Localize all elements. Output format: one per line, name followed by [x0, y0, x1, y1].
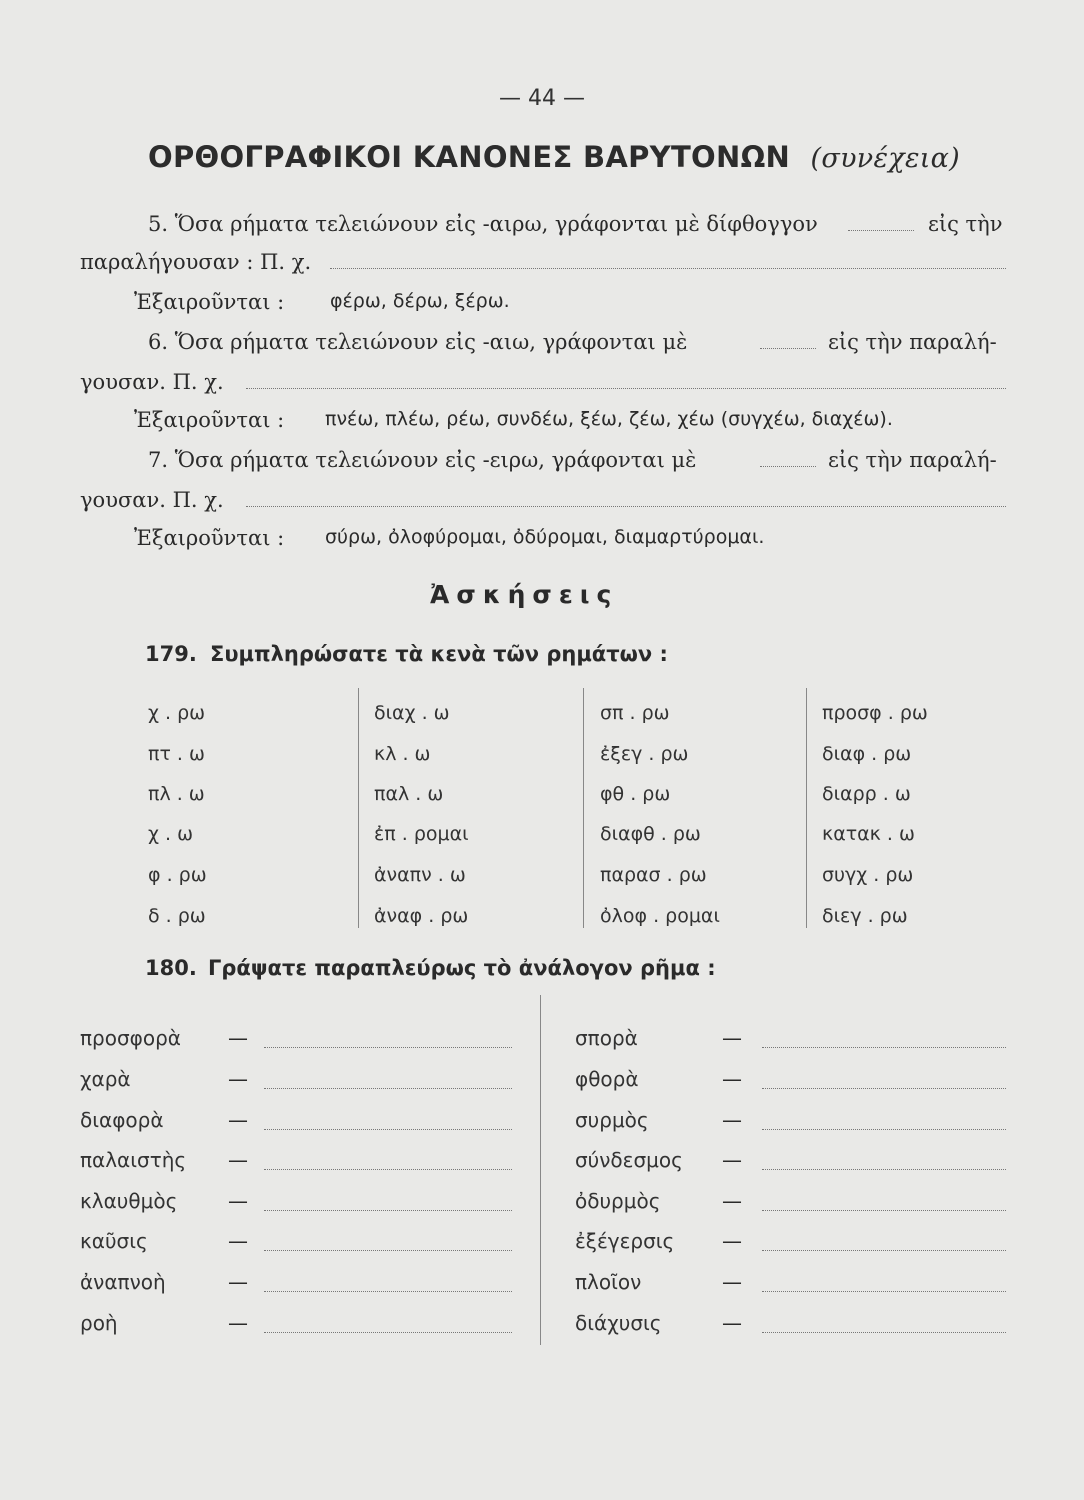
ex180-right-word: ὀδυρμὸς	[575, 1189, 661, 1213]
ex180-left-blank	[264, 1210, 512, 1211]
ex180-right-blank	[762, 1332, 1006, 1333]
exercises-heading: Ἀσκήσεις	[430, 580, 619, 609]
title-main: ΟΡΘΟΓΡΑΦΙΚΟΙ ΚΑΝΟΝΕΣ ΒΑΡΥΤΟΝΩΝ	[148, 140, 791, 174]
ex180-left-blank	[264, 1291, 512, 1292]
rule-5-line-1-end: εἰς τὴν	[928, 212, 1003, 236]
ex180-left-word: καῦσις	[80, 1229, 148, 1253]
rule-5-line-1: 5. Ὅσα ρήματα τελειώνουν εἰς -αιρω, γράφονται μὲ δίφθογγον	[148, 212, 818, 236]
rule-7-line-1: 7. Ὅσα ρήματα τελειώνουν εἰς -ειρω, γράφονται μὲ	[148, 448, 697, 472]
ex180-dash: —	[228, 1026, 248, 1050]
ex180-dash: —	[228, 1311, 248, 1335]
ex179-cell: χ . ω	[148, 823, 194, 845]
ex179-cell: χ . ρω	[148, 702, 206, 724]
ex180-right-word: διάχυσις	[575, 1311, 662, 1335]
ex179-cell: ἀναφ . ρω	[374, 905, 469, 927]
rule-6-line-1-end: εἰς τὴν παραλή-	[828, 330, 997, 354]
rule-7-exceptions: σύρω, ὀλοφύρομαι, ὀδύρομαι, διαμαρτύρομαι.	[325, 526, 765, 548]
ex180-right-word: συρμὸς	[575, 1108, 649, 1132]
ex180-dash: —	[228, 1270, 248, 1294]
ex180-left-word: κλαυθμὸς	[80, 1189, 178, 1213]
ex180-left-word: προσφορὰ	[80, 1026, 181, 1050]
rule-6-exceptions: πνέω, πλέω, ρέω, συνδέω, ξέω, ζέω, χέω (συγχέω, διαχέω).	[325, 408, 893, 430]
ex179-cell: προσφ . ρω	[822, 702, 928, 724]
ex180-dash: —	[722, 1311, 742, 1335]
ex179-cell: ὀλοφ . ρομαι	[600, 905, 720, 927]
rule-5-blank-1	[848, 230, 914, 231]
ex180-left-blank	[264, 1088, 512, 1089]
rule-6-line-2: γουσαν. Π. χ.	[80, 370, 224, 394]
ex180-right-word: ἐξέγερσις	[575, 1229, 675, 1253]
ex180-dash: —	[722, 1229, 742, 1253]
exercise-179-instruction: Συμπληρώσατε τὰ κενὰ τῶν ρημάτων :	[210, 642, 668, 666]
ex179-cell: διαρρ . ω	[822, 783, 911, 805]
ex180-dash: —	[228, 1148, 248, 1172]
ex179-cell: ἀναπν . ω	[374, 864, 466, 886]
ex180-left-blank	[264, 1169, 512, 1170]
title-suffix: (συνέχεια)	[810, 143, 960, 174]
rule-5-blank-2	[330, 268, 1006, 269]
ex180-left-blank	[264, 1129, 512, 1130]
page-title	[148, 140, 960, 174]
rule-6-blank-2	[246, 388, 1006, 389]
ex179-cell: φ . ρω	[148, 864, 207, 886]
ex180-right-blank	[762, 1088, 1006, 1089]
ex179-divider-1	[358, 688, 359, 928]
exercise-180-number: 180.	[145, 956, 197, 980]
exercise-180-instruction: Γράψατε παραπλεύρως τὸ ἀνάλογον ρῆμα :	[208, 956, 716, 980]
ex180-dash: —	[228, 1108, 248, 1132]
ex179-divider-3	[806, 688, 807, 928]
ex179-cell: ἐπ . ρομαι	[374, 823, 469, 845]
ex180-right-word: σύνδεσμος	[575, 1148, 683, 1172]
rule-7-exceptions-label: Ἐξαιροῦνται :	[134, 526, 285, 550]
ex180-right-blank	[762, 1210, 1006, 1211]
ex179-cell: παλ . ω	[374, 783, 444, 805]
ex179-cell: κατακ . ω	[822, 823, 915, 845]
ex180-dash: —	[228, 1189, 248, 1213]
ex179-cell: παρασ . ρω	[600, 864, 707, 886]
rule-7-line-1-end: εἰς τὴν παραλή-	[828, 448, 997, 472]
ex179-cell: διαχ . ω	[374, 702, 450, 724]
rule-6-blank-1	[760, 348, 816, 349]
ex180-dash: —	[722, 1108, 742, 1132]
ex180-dash: —	[722, 1270, 742, 1294]
ex180-dash: —	[722, 1067, 742, 1091]
ex180-divider	[540, 995, 541, 1345]
rule-5-line-2: παραλήγουσαν : Π. χ.	[80, 250, 312, 274]
ex179-cell: συγχ . ρω	[822, 864, 914, 886]
ex179-cell: διαφθ . ρω	[600, 823, 701, 845]
rule-7-line-2: γουσαν. Π. χ.	[80, 488, 224, 512]
ex180-right-blank	[762, 1250, 1006, 1251]
ex180-dash: —	[228, 1067, 248, 1091]
ex179-cell: διαφ . ρω	[822, 743, 912, 765]
rule-7-blank-2	[246, 506, 1006, 507]
ex180-dash: —	[722, 1026, 742, 1050]
rule-5-exceptions-label: Ἐξαιροῦνται :	[134, 290, 285, 314]
ex180-left-blank	[264, 1047, 512, 1048]
rule-6-exceptions-label: Ἐξαιροῦνται :	[134, 408, 285, 432]
ex180-right-blank	[762, 1129, 1006, 1130]
ex180-right-blank	[762, 1047, 1006, 1048]
ex180-right-word: φθορὰ	[575, 1067, 639, 1091]
rule-6-line-1: 6. Ὅσα ρήματα τελειώνουν εἰς -αιω, γράφονται μὲ	[148, 330, 688, 354]
rule-7-blank-1	[760, 466, 816, 467]
ex179-cell: πλ . ω	[148, 783, 205, 805]
exercise-179-number: 179.	[145, 642, 197, 666]
ex179-divider-2	[583, 688, 584, 928]
ex180-right-blank	[762, 1291, 1006, 1292]
ex180-dash: —	[722, 1148, 742, 1172]
page-number: — 44 —	[499, 86, 585, 111]
ex180-dash: —	[228, 1229, 248, 1253]
ex179-cell: σπ . ρω	[600, 702, 670, 724]
ex180-left-word: παλαιστὴς	[80, 1148, 187, 1172]
ex180-left-word: διαφορὰ	[80, 1108, 164, 1132]
ex180-left-word: χαρὰ	[80, 1067, 131, 1091]
ex179-cell: διεγ . ρω	[822, 905, 908, 927]
ex180-left-blank	[264, 1250, 512, 1251]
ex180-right-blank	[762, 1169, 1006, 1170]
ex179-cell: πτ . ω	[148, 743, 205, 765]
ex179-cell: φθ . ρω	[600, 783, 671, 805]
ex179-cell: δ . ρω	[148, 905, 206, 927]
ex180-dash: —	[722, 1189, 742, 1213]
ex180-left-word: ροὴ	[80, 1311, 118, 1335]
ex180-left-blank	[264, 1332, 512, 1333]
ex179-cell: ἐξεγ . ρω	[600, 743, 689, 765]
ex180-right-word: πλοῖον	[575, 1270, 642, 1294]
ex180-right-word: σπορὰ	[575, 1026, 638, 1050]
ex180-left-word: ἀναπνοὴ	[80, 1270, 166, 1294]
rule-5-exceptions: φέρω, δέρω, ξέρω.	[330, 290, 510, 312]
ex179-cell: κλ . ω	[374, 743, 431, 765]
